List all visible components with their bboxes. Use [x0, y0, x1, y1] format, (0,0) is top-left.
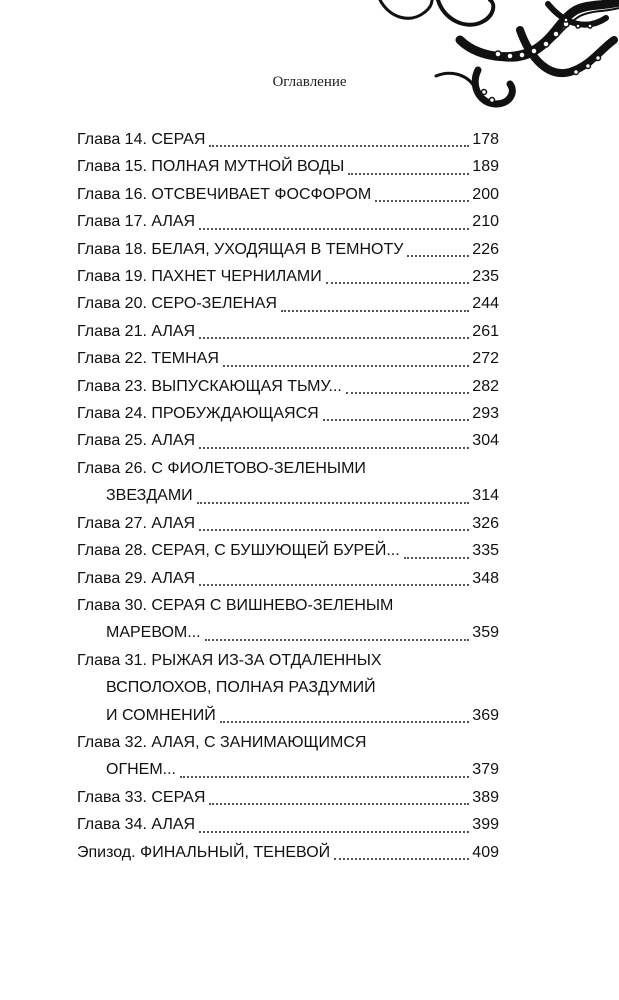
toc-entry-label: Глава 27. АЛАЯ: [77, 514, 196, 532]
leader-dots: [209, 787, 469, 805]
toc-entry-page: 369: [472, 706, 499, 724]
toc-entry-label: Глава 15. ПОЛНАЯ МУТНОЙ ВОДЫ: [77, 158, 345, 176]
toc-entry: [77, 592, 499, 647]
toc-entry-line: [77, 647, 499, 674]
toc-entry-page: 335: [472, 542, 499, 560]
toc-entry-page: 200: [472, 185, 499, 203]
toc-entry-label: Глава 14. СЕРАЯ: [77, 131, 206, 148]
toc-entry: [77, 647, 499, 729]
toc-entry: [77, 373, 499, 400]
toc-entry-label: Глава 30. СЕРАЯ С ВИШНЕВО-ЗЕЛЕНЫМ: [77, 596, 394, 614]
toc-entry: [77, 784, 499, 811]
toc-entry-page: 348: [472, 569, 499, 587]
toc-entry: [77, 318, 499, 345]
toc-entry-label: Глава 25. АЛАЯ: [77, 432, 196, 450]
leader-dots: [199, 815, 469, 833]
leader-dots: [199, 212, 469, 230]
leader-dots: [281, 294, 469, 312]
toc-entry: [77, 729, 499, 784]
toc-entry: [77, 236, 499, 263]
leader-dots: [323, 403, 470, 421]
toc-entry-page: 359: [472, 624, 499, 642]
tentacle-illustration: [370, 0, 619, 112]
leader-dots: [404, 541, 470, 559]
toc-entry-label: И СОМНЕНИЙ: [106, 706, 216, 724]
leader-dots: [326, 266, 470, 284]
toc-entry-label: Эпизод. ФИНАЛЬНЫЙ, ТЕНЕВОЙ: [77, 843, 331, 861]
toc-entry: [77, 510, 499, 537]
toc-entry-page: 226: [472, 240, 499, 258]
toc-entry-line: [77, 455, 499, 482]
leader-dots: [199, 431, 469, 449]
leader-dots: [209, 129, 469, 147]
toc-entry-line: [77, 756, 499, 783]
toc-entry-label: Глава 32. АЛАЯ, С ЗАНИМАЮЩИМСЯ: [77, 733, 367, 751]
toc-entry: [77, 455, 499, 510]
toc-entry-page: 314: [472, 487, 499, 505]
leader-dots: [334, 842, 469, 860]
toc-entry-label: Глава 18. БЕЛАЯ, УХОДЯЩАЯ В ТЕМНОТУ: [77, 240, 404, 258]
toc-entry-line: [77, 482, 499, 509]
toc-entry-label: Глава 34. АЛАЯ: [77, 816, 196, 834]
running-head: Оглавление: [272, 74, 347, 90]
toc-entry: [77, 565, 499, 592]
toc-entry-page: 409: [472, 843, 499, 861]
toc-entry-page: 244: [472, 295, 499, 313]
toc-entry-label: Глава 16. ОТСВЕЧИВАЕТ ФОСФОРОМ: [77, 185, 372, 203]
toc-entry: [77, 208, 499, 235]
toc-entry-page: 235: [472, 268, 499, 286]
toc-entry-page: 282: [472, 377, 499, 395]
toc-entry-page: 261: [472, 322, 499, 340]
toc-entry-page: 379: [472, 761, 499, 779]
toc-entry-label: ЗВЕЗДАМИ: [106, 487, 193, 505]
toc-entry-page: 189: [472, 158, 499, 176]
toc-entry-page: 304: [472, 432, 499, 450]
toc-entry: [77, 181, 499, 208]
leader-dots: [375, 184, 469, 202]
toc-entry: [77, 345, 499, 372]
toc-entry-label: Глава 28. СЕРАЯ, С БУШУЮЩЕЙ БУРЕЙ...: [77, 542, 400, 560]
toc-entry-label: ОГНЕМ...: [106, 761, 176, 779]
leader-dots: [220, 705, 470, 723]
toc-entry-line: [77, 674, 499, 701]
leader-dots: [180, 760, 469, 778]
toc-entry: [77, 126, 499, 153]
toc-entry-label: ВСПОЛОХОВ, ПОЛНАЯ РАЗДУМИЙ: [106, 679, 376, 697]
leader-dots: [407, 239, 469, 257]
leader-dots: [346, 376, 469, 394]
toc-entry-label: Глава 22. ТЕМНАЯ: [77, 350, 219, 368]
toc-entry-line: [77, 702, 499, 729]
toc-entry-page: 326: [472, 514, 499, 532]
leader-dots: [223, 349, 469, 367]
toc-entry: [77, 263, 499, 290]
toc-entry: [77, 811, 499, 838]
toc-entry-label: Глава 20. СЕРО-ЗЕЛЕНАЯ: [77, 295, 277, 313]
toc-entry-label: Глава 29. АЛАЯ: [77, 569, 196, 587]
leader-dots: [197, 486, 470, 504]
toc-entry: [77, 153, 499, 180]
toc-entry-page: 272: [472, 350, 499, 368]
toc-entry-line: [77, 592, 499, 619]
toc-entry-page: 389: [472, 788, 499, 806]
toc-entry: [77, 290, 499, 317]
toc-entry-label: Глава 21. АЛАЯ: [77, 322, 196, 340]
toc-entry: [77, 839, 499, 866]
toc-entry-label: Глава 23. ВЫПУСКАЮЩАЯ ТЬМУ...: [77, 377, 342, 395]
toc-entry-label: Глава 24. ПРОБУЖДАЮЩАЯСЯ: [77, 405, 319, 423]
toc-entry: [77, 427, 499, 454]
toc-entry-line: [77, 729, 499, 756]
leader-dots: [199, 568, 469, 586]
leader-dots: [205, 623, 470, 641]
leader-dots: [199, 321, 469, 339]
table-of-contents: [77, 126, 499, 866]
toc-entry: [77, 537, 499, 564]
toc-entry-page: 399: [472, 816, 499, 834]
toc-entry-label: Глава 33. СЕРАЯ: [77, 788, 206, 806]
toc-entry-page: 210: [472, 213, 499, 231]
toc-entry: [77, 400, 499, 427]
toc-entry-page: 293: [472, 405, 499, 423]
leader-dots: [199, 513, 469, 531]
toc-entry-label: Глава 17. АЛАЯ: [77, 213, 196, 231]
leader-dots: [348, 157, 469, 175]
toc-entry-page: 178: [472, 131, 499, 148]
toc-entry-label: МАРЕВОМ...: [106, 624, 201, 642]
toc-entry-label: Глава 26. С ФИОЛЕТОВО-ЗЕЛЕНЫМИ: [77, 459, 366, 477]
toc-entry-label: Глава 31. РЫЖАЯ ИЗ-ЗА ОТДАЛЕННЫХ: [77, 651, 382, 669]
toc-entry-label: Глава 19. ПАХНЕТ ЧЕРНИЛАМИ: [77, 268, 322, 286]
toc-entry-line: [77, 619, 499, 646]
